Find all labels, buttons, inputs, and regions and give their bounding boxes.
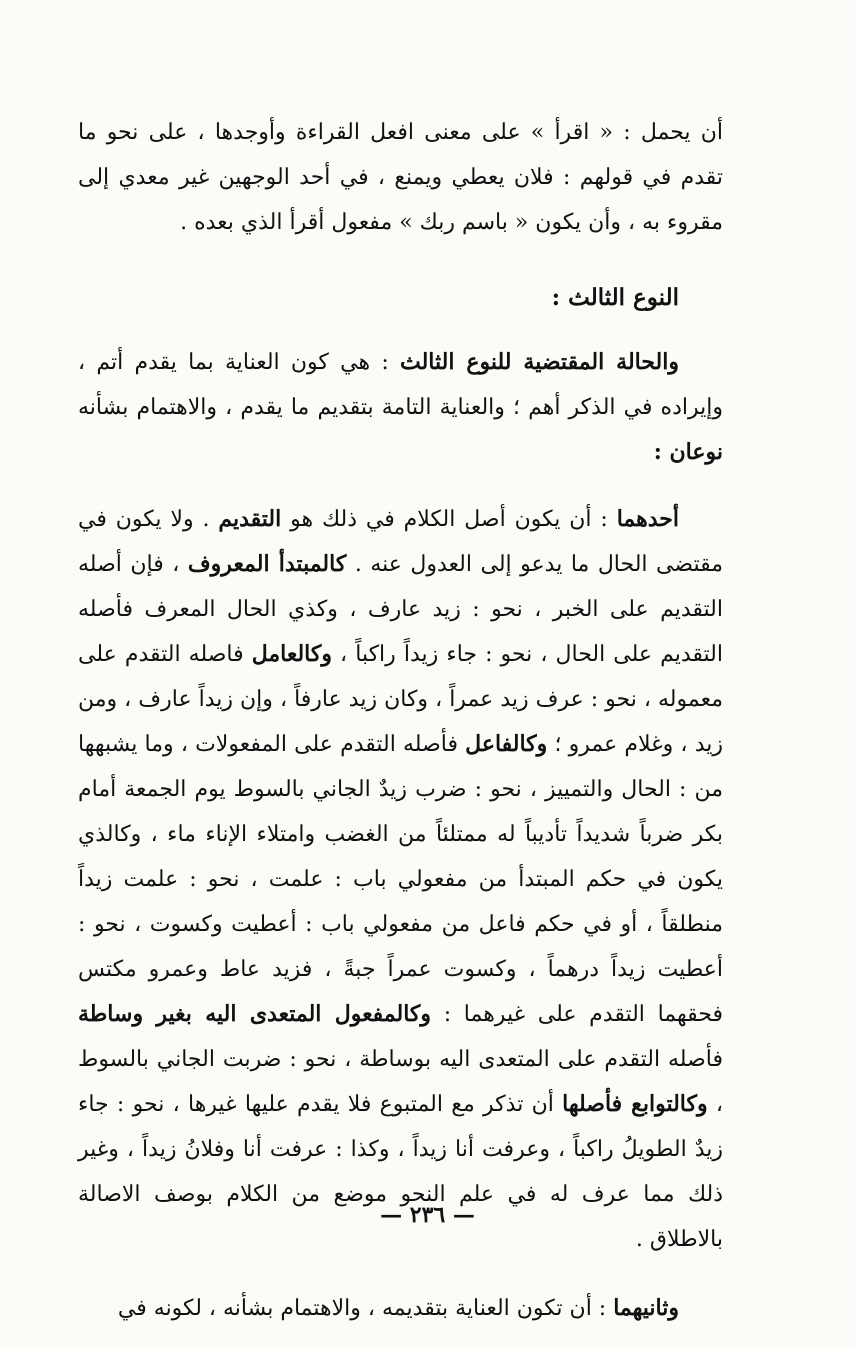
paragraph-1 bbox=[78, 110, 723, 245]
p3-text-4: فاصله التقدم على معموله ، نحو : عرف زيد عمراً ، وكان زيد عارفاً ، وإن زيداً عارف ، ومن زيد ، وغلام عمرو ؛ bbox=[78, 642, 723, 757]
p3-text-1: : أن يكون أصل الكلام في ذلك هو bbox=[281, 507, 617, 532]
paragraph-4-body: : أن تكون العناية بتقديمه ، والاهتمام بشأنه ، لكونه في bbox=[117, 1296, 614, 1321]
p3-first-type: أحدهما bbox=[616, 506, 679, 532]
paragraph-2-tail: نوعان : bbox=[653, 439, 723, 465]
p3-mubtada: كالمبتدأ المعروف bbox=[187, 551, 347, 577]
p3-mafool: وكالمفعول المتعدى اليه بغير وساطة bbox=[78, 1001, 432, 1027]
p3-text-7: أن تذكر مع المتبوع فلا يقدم عليها غيرها ، نحو : جاء زيدٌ الطويلُ راكباً ، وعرفت أنا زيداً ، وكذا : عرفت أنا وفلانُ زيداً ، وغير ذلك مما عرف له في علم النحو موضع من الكلام بوصف الاصالة بالاطلاق . bbox=[78, 1092, 723, 1252]
p3-tawabi: وكالتوابع فأصلها bbox=[562, 1091, 708, 1117]
p3-taqdim: التقديم bbox=[218, 506, 282, 532]
paragraph-2 bbox=[78, 340, 723, 475]
p3-amil: وكالعامل bbox=[251, 641, 332, 667]
p3-text-6: فأصله التقدم على المتعدى اليه بوساطة ، نحو : ضربت الجاني بالسوط ، bbox=[78, 1047, 723, 1117]
paragraph-1-text: أن يحمل : « اقرأ » على معنى افعل القراءة وأوجدها ، على نحو ما تقدم في قولهم : فلان يعطي ويمنع ، في أحد الوجهين غير معدي إلى مقروء به ، وأن يكون « باسم ربك » مفعول أقرأ الذي بعده . bbox=[78, 120, 723, 235]
section-heading: النوع الثالث : bbox=[551, 284, 679, 311]
page-number: — ٢٣٦ — bbox=[380, 1202, 475, 1228]
paragraph-4-lead: وثانيهما bbox=[613, 1295, 679, 1321]
paragraph-3 bbox=[78, 497, 723, 1262]
paragraph-4 bbox=[78, 1286, 723, 1331]
paragraph-2-lead: والحالة المقتضية للنوع الثالث bbox=[400, 349, 679, 375]
p3-text-2: . ولا يكون في مقتضى الحال ما يدعو إلى العدول عنه . bbox=[78, 507, 723, 577]
p3-text-5: فأصله التقدم على المفعولات ، وما يشبهها من : الحال والتمييز ، نحو : ضرب زيدٌ الجاني بالسوط يوم الجمعة أمام بكر ضرباً شديداً تأديباً له ممتلئاً من الغضب وامتلاء الإناء ماء ، وكالذي يكون في حكم المبتدأ من مفعولي باب : علمت ، نحو : علمت زيداً منطلقاً ، أو في حكم فاعل من مفعولي باب : أعطيت وكسوت ، نحو : أعطيت زيداً درهماً ، وكسوت عمراً جبةً ، فزيد عاط وعمرو مكتس فحقهما التقدم على غيرهما : bbox=[78, 732, 723, 1027]
p3-fail: وكالفاعل bbox=[465, 731, 548, 757]
paragraph-2-body: : هي كون العناية بما يقدم أتم ، وإيراده في الذكر أهم ؛ والعناية التامة بتقديم ما يقدم ، والاهتمام بشأنه bbox=[78, 350, 723, 420]
p3-text-3: ، فإن أصله التقديم على الخبر ، نحو : زيد عارف ، وكذي الحال المعرف فأصله التقديم على الحال ، نحو : جاء زيداً راكباً ، bbox=[78, 552, 724, 667]
